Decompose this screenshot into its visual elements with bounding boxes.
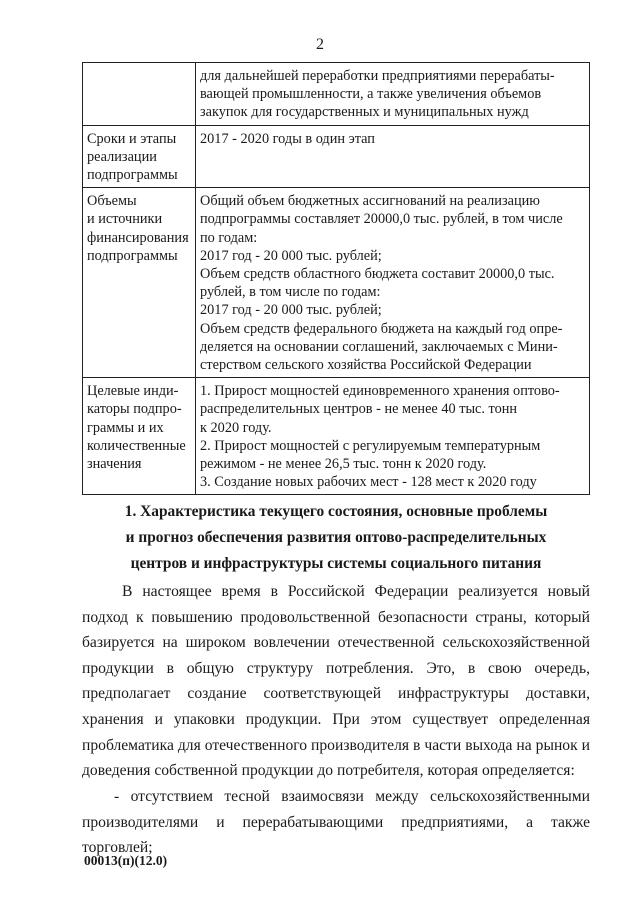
table-row	[83, 125, 590, 188]
text-line: Сроки и этапы	[87, 130, 177, 147]
text-line: Объем средств федерального бюджета на каждый год опре-	[200, 320, 563, 337]
text-line: подпрограммы составляет 20000,0 тыс. рублей, в том числе	[200, 211, 563, 228]
text-line: Целевые инди-	[87, 383, 179, 400]
text-line: по годам:	[200, 229, 258, 246]
text-line: реализации	[87, 148, 157, 165]
text-line: 2. Прирост мощностей с регулируемым температурным	[200, 437, 541, 454]
text-line: Объем средств областного бюджета составит 20000,0 тыс.	[200, 266, 555, 283]
text-line: стерством сельского хозяйства Российской Федерации	[200, 357, 532, 374]
section-heading-line: 1. Характеристика текущего состояния, основные проблемы	[124, 503, 548, 520]
row-label-cell	[83, 378, 196, 495]
text-line: подпрограммы	[87, 247, 178, 264]
text-line: финансирования	[87, 229, 189, 246]
text-line: Общий объем бюджетных ассигнований на реализацию	[200, 193, 540, 210]
table-row	[83, 63, 590, 126]
text-line: подпрограммы	[87, 167, 178, 184]
row-label-cell	[83, 63, 196, 126]
row-value-cell	[196, 378, 590, 495]
text-line: закупок для государственных и муниципальных нужд	[200, 104, 529, 121]
row-value-cell	[196, 125, 590, 188]
text-line: 2017 год - 20 000 тыс. рублей;	[200, 302, 382, 319]
text-line: для дальнейшей переработки предприятиями перерабаты-	[200, 68, 555, 84]
text-line: 2017 - 2020 годы в один этап	[200, 130, 375, 147]
row-value-cell	[196, 188, 590, 378]
text-line: количественные	[87, 437, 186, 454]
table-row	[83, 378, 590, 495]
page-number: 2	[316, 36, 324, 53]
text-line: Объемы	[87, 193, 137, 210]
text-line: к 2020 году.	[200, 419, 272, 436]
section-heading-line: центров и инфраструктуры системы социального питания	[130, 555, 542, 572]
row-value-cell	[196, 63, 590, 126]
text-line: 3. Создание новых рабочих мест - 128 мест к 2020 году	[200, 474, 537, 491]
row-label-cell	[83, 125, 196, 188]
row-label-cell	[83, 188, 196, 378]
text-line: деляется на основании соглашений, заключаемых с Мини-	[200, 338, 558, 355]
section-heading-line: и прогноз обеспечения развития оптово-распределительных	[125, 529, 547, 546]
text-line: каторы подпро-	[87, 401, 182, 418]
text-line: граммы и их	[87, 419, 164, 436]
body-paragraph: В настоящее время в Российской Федерации реализуется новый подход к повышению продовольственной безопасности страны, который базируется на широком вовлечении отечественной сельскохозяйственной продукции в общую структуру потребления. Это, в свою очередь, предполагает создание соответствующей инфраструктуры доставки, хранения и упаковки продукции. При этом существует определенная проблематика для отечественного производителя в части выхода на рынок и доведения собственной продукции до потребителя, которая определяется:	[82, 583, 590, 780]
text-line: режимом - не менее 26,5 тыс. тонн к 2020 году.	[200, 456, 487, 473]
document-footer-code: 00013(п)(12.0)	[84, 853, 168, 868]
text-line: 1. Прирост мощностей единовременного хранения оптово-	[200, 383, 560, 400]
table-row	[83, 188, 590, 378]
text-line: и источники	[87, 211, 163, 228]
text-line: 2017 год - 20 000 тыс. рублей;	[200, 247, 382, 264]
text-line: распределительных центров - не менее 40 тыс. тонн	[200, 401, 518, 418]
subprogram-passport-table	[82, 62, 590, 495]
text-line: вающей промышленности, а также увеличения объемов	[200, 86, 542, 103]
body-paragraph: - отсутствием тесной взаимосвязи между сельскохозяйственными производителями и перерабатывающими предприятиями, а также торговлей;	[82, 788, 590, 857]
text-line: значения	[87, 456, 142, 473]
text-line: рублей, в том числе по годам:	[200, 284, 381, 301]
